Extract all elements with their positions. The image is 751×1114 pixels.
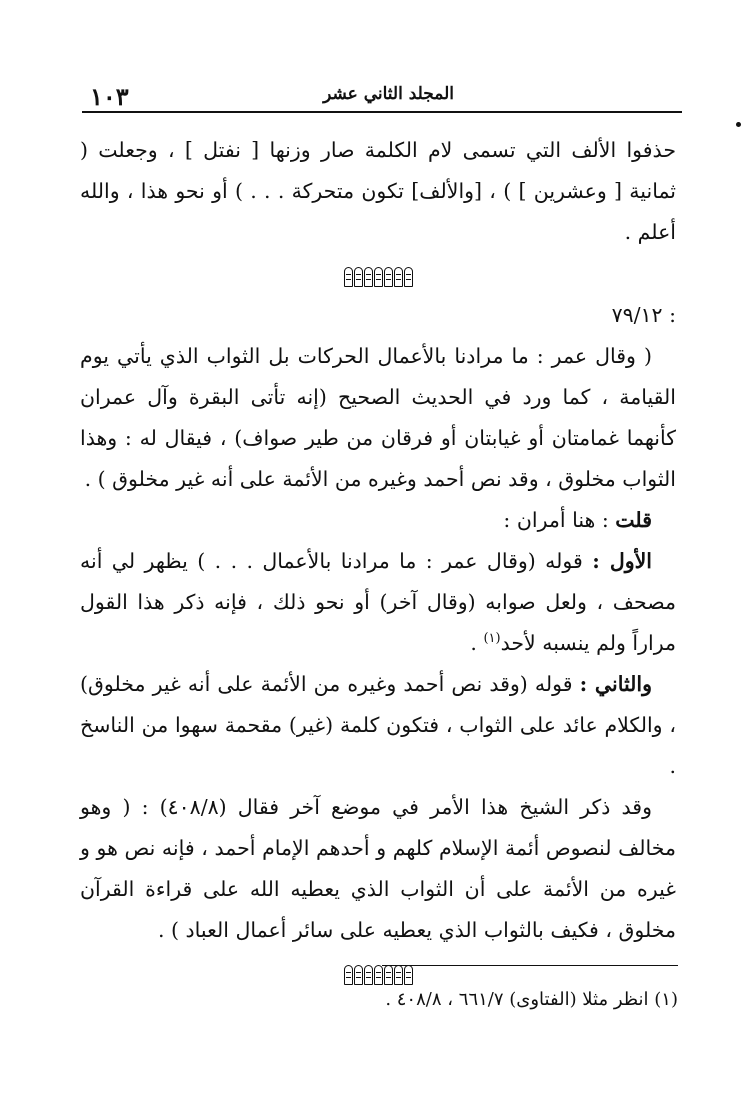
ornament-icon [404, 267, 413, 287]
ornament-icon [344, 267, 353, 287]
footnote-marker[interactable]: (١) [483, 631, 501, 647]
paragraph-5-text: قوله (وقد نص أحمد وغيره من الأئمة على أنه غير مخلوق) ، والكلام عائد على الثواب ، فتكون كلمة (غير) مقحمة سهوا من الناسخ . [80, 672, 676, 778]
paragraph-5-lead: والثاني : [579, 672, 652, 696]
paragraph-3-text: : هنا أمران : [503, 508, 616, 532]
ornament-icon [374, 267, 383, 287]
ornament-icon [354, 267, 363, 287]
paragraph-3-lead: قلت [615, 508, 652, 532]
ornament-icon [394, 965, 403, 985]
ornament-icon [394, 267, 403, 287]
paragraph-1: حذفوا الألف التي تسمى لام الكلمة صار وزنها [ نفتل ] ، وجعلت ( ثمانية [ وعشرين ] ) ، [والألف] تكون متحركة . . . ) أو نحو هذا ، والله أعلم . [80, 138, 676, 244]
section-divider-ornament [80, 253, 676, 295]
margin-dot [736, 122, 741, 127]
ornament-icon [344, 965, 353, 985]
ornament-icon [384, 965, 393, 985]
ornament-icon [364, 267, 373, 287]
footnote: (١) انظر مثلا (الفتاوى) ٦٦١/٧ ، ٤٠٨/٨ . [385, 989, 678, 1010]
running-title: المجلد الثاني عشر [323, 84, 454, 104]
paragraph-4 [80, 541, 676, 664]
volume-page-reference: : ٧٩/١٢ [611, 303, 676, 327]
paragraph-6: وقد ذكر الشيخ هذا الأمر في موضع آخر فقال (٤٠٨/٨) : ( وهو مخالف لنصوص أئمة الإسلام كلهم و أحدهم الإمام أحمد ، فإنه نص هو و غيره من الأئمة على أن الثواب الذي يعطيه الله على قراءة القرآن مخلوق ، فكيف بالثواب الذي يعطيه على سائر أعمال العباد ) . [80, 795, 676, 942]
footnote-separator [382, 965, 678, 966]
paragraph-3 [80, 500, 676, 541]
paragraph-2-quote: ( وقال عمر : ما مرادنا بالأعمال الحركات بل الثواب الذي يأتي يوم القيامة ، كما ورد في الحديث الصحيح (إنه تأتى البقرة وآل عمران كأنهما غمامتان أو غيابتان أو فرقان من طير صواف) ، فيقال له : وهذا الثواب مخلوق ، وقد نص أحمد وغيره من الأئمة على أنه غير مخلوق ) . [80, 344, 676, 491]
paragraph-4-text: قوله (وقال عمر : ما مرادنا بالأعمال . . . ) يظهر لي أنه مصحف ، ولعل صوابه (وقال آخر) أو نحو ذلك ، فإنه ذكر هذا القول مراراً ولم ينسبه لأحد [80, 549, 676, 655]
ornament-icon [364, 965, 373, 985]
paragraph-4-lead: الأول : [592, 549, 652, 573]
page-header [82, 78, 682, 112]
page-number: ١٠٣ [90, 82, 129, 111]
ornament-icon [374, 965, 383, 985]
paragraph-4-end: . [470, 631, 484, 655]
ornament-icon [384, 267, 393, 287]
ornament-icon [404, 965, 413, 985]
ornament-icon [354, 965, 363, 985]
main-text [80, 130, 676, 993]
paragraph-5 [80, 664, 676, 787]
header-rule [82, 111, 682, 113]
